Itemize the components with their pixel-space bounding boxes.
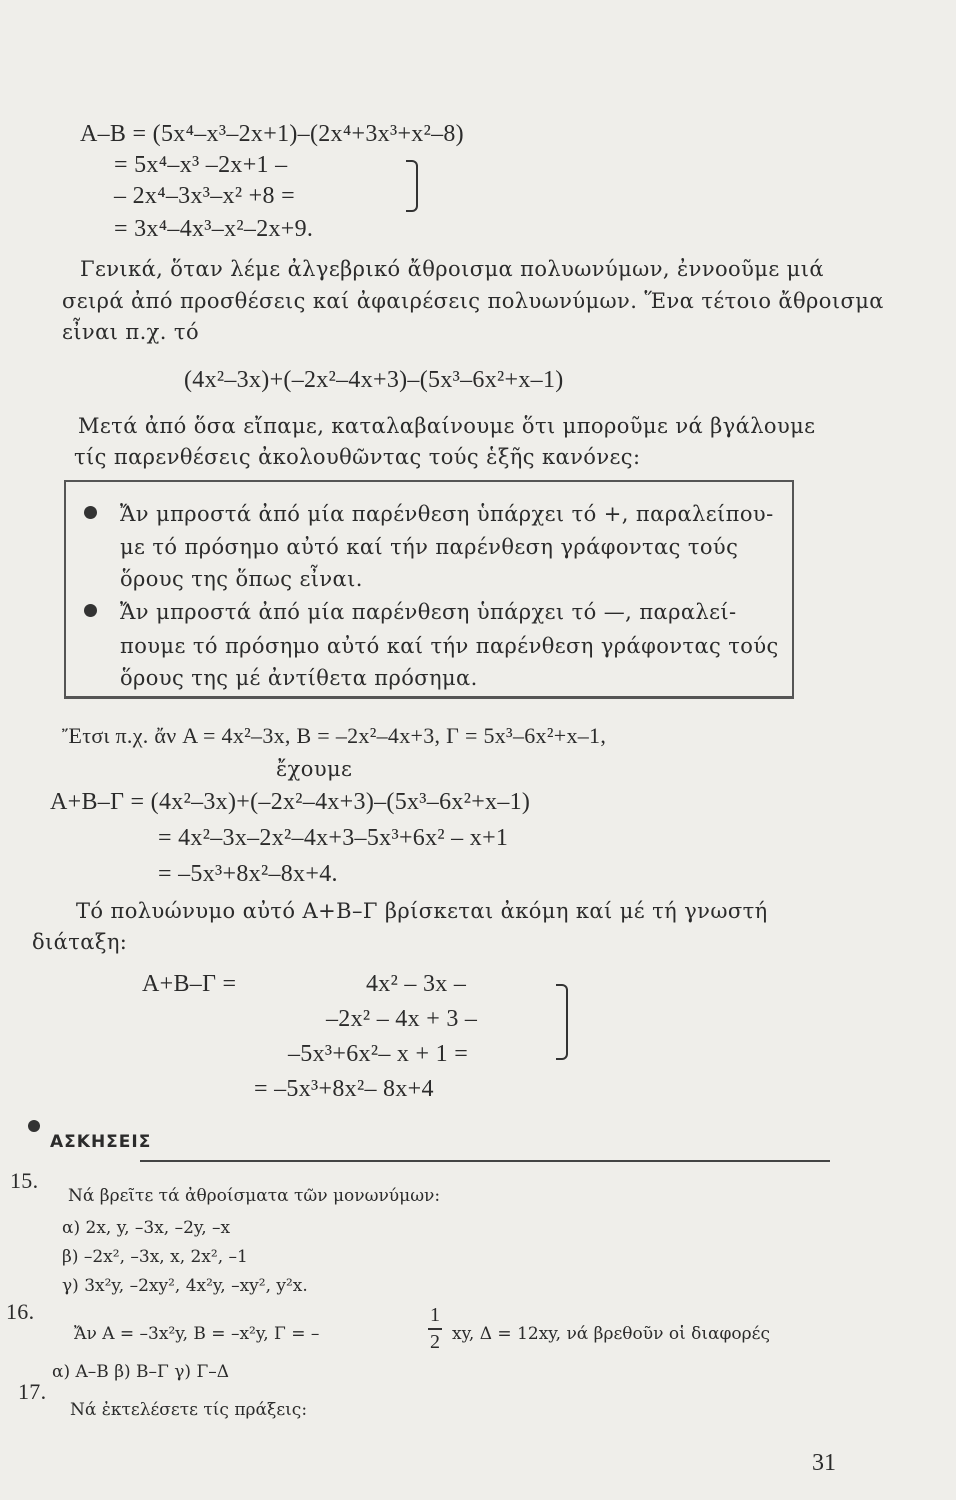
bullet-icon: [84, 604, 97, 617]
equation-line: – 2x⁴–3x³–x² +8 =: [114, 183, 295, 209]
equation-sum: A+B–Γ = (4x²–3x)+(–2x²–4x+3)–(5x³–6x²+x–1): [50, 789, 531, 815]
exercise-number: 15.: [10, 1168, 39, 1193]
rule-text: ὅρους της μέ ἀντίθετα πρόσημα.: [120, 666, 478, 690]
fraction-denominator: 2: [430, 1330, 440, 1353]
equation-lhs: A+B–Γ =: [142, 971, 237, 997]
rule-text: πουμε τό πρόσημο αὐτό καί τήν παρένθεση γράφοντας τούς: [120, 634, 779, 658]
paragraph-line: εἶναι π.χ. τό: [62, 320, 199, 344]
equation-result: = –5x³+8x²– 8x+4: [254, 1076, 434, 1102]
paragraph-line: τίς παρενθέσεις ἀκολουθῶντας τούς ἑξῆς κανόνες:: [74, 445, 641, 469]
equation-line: 4x² – 3x –: [366, 971, 467, 997]
equation-line: –2x² – 4x + 3 –: [326, 1006, 478, 1032]
equation-result: = –5x³+8x²–8x+4.: [158, 861, 338, 887]
exercise-number: 16.: [6, 1299, 35, 1324]
fraction-numerator: 1: [430, 1304, 440, 1326]
exercise-part: α) A–B β) B–Γ γ) Γ–Δ: [52, 1362, 230, 1382]
bullet-icon: [28, 1120, 40, 1132]
exercises-heading: ΑΣΚΗΣΕΙΣ: [50, 1132, 152, 1152]
exercise-part: α) 2x, y, –3x, –2y, –x: [62, 1218, 231, 1238]
exercise-part: γ) 3x²y, –2xy², 4x²y, –xy², y²x.: [62, 1276, 308, 1296]
exercise-question: Ἄν A = –3x²y, B = –x²y, Γ = –: [74, 1324, 320, 1344]
exercise-question-cont: xy, Δ = 12xy, νά βρεθοῦν οἱ διαφορές: [452, 1324, 770, 1344]
rule-text: Ἄν μπροστά ἀπό μία παρένθεση ὑπάρχει τό +, παραλείπου-: [120, 502, 774, 526]
divider: [140, 1160, 830, 1162]
example-intro: Ἔτσι π.χ. ἄν A = 4x²–3x, B = –2x²–4x+3, Γ = 5x³–6x²+x–1,: [62, 723, 607, 748]
example-have: ἔχουμε: [276, 757, 353, 781]
brace: [556, 984, 568, 1060]
equation-line: = 4x²–3x–2x²–4x+3–5x³+6x² – x+1: [158, 825, 509, 851]
brace: [406, 160, 418, 212]
example-expression: (4x²–3x)+(–2x²–4x+3)–(5x³–6x²+x–1): [184, 367, 564, 393]
equation-line: = 5x⁴–x³ –2x+1 –: [114, 152, 288, 178]
exercise-question: Νά βρεῖτε τά ἀθροίσματα τῶν μονωνύμων:: [68, 1186, 441, 1206]
page-number: 31: [812, 1450, 836, 1476]
paragraph-line: σειρά ἀπό προσθέσεις καί ἀφαιρέσεις πολυωνύμων. Ἕνα τέτοιο ἄθροισμα: [62, 289, 884, 313]
paragraph-line: Μετά ἀπό ὅσα εἴπαμε, καταλαβαίνουμε ὅτι μποροῦμε νά βγάλουμε: [78, 414, 816, 438]
exercise-question: Νά ἐκτελέσετε τίς πράξεις:: [70, 1400, 308, 1420]
fraction-one-half: [428, 1304, 442, 1354]
fraction-bar: [428, 1328, 442, 1330]
exercise-number: 17.: [18, 1379, 47, 1404]
rule-text: με τό πρόσημο αὐτό καί τήν παρένθεση γράφοντας τούς: [120, 535, 739, 559]
equation-a-minus-b: A–B = (5x⁴–x³–2x+1)–(2x⁴+3x³+x²–8): [80, 121, 464, 147]
rule-text: Ἄν μπροστά ἀπό μία παρένθεση ὑπάρχει τό —, παραλεί-: [120, 600, 737, 624]
paragraph-line: διάταξη:: [32, 930, 128, 954]
bullet-icon: [84, 506, 97, 519]
exercise-part: β) –2x², –3x, x, 2x², –1: [62, 1247, 248, 1267]
equation-result: = 3x⁴–4x³–x²–2x+9.: [114, 216, 314, 242]
paragraph-line: Γενικά, ὅταν λέμε ἀλγεβρικό ἄθροισμα πολυωνύμων, ἐννοοῦμε μιά: [80, 257, 824, 281]
paragraph-line: Τό πολυώνυμο αὐτό A+B–Γ βρίσκεται ἀκόμη καί μέ τή γνωστή: [76, 899, 768, 923]
rule-text: ὅρους της ὅπως εἶναι.: [120, 567, 363, 591]
equation-line: –5x³+6x²– x + 1 =: [288, 1041, 469, 1067]
